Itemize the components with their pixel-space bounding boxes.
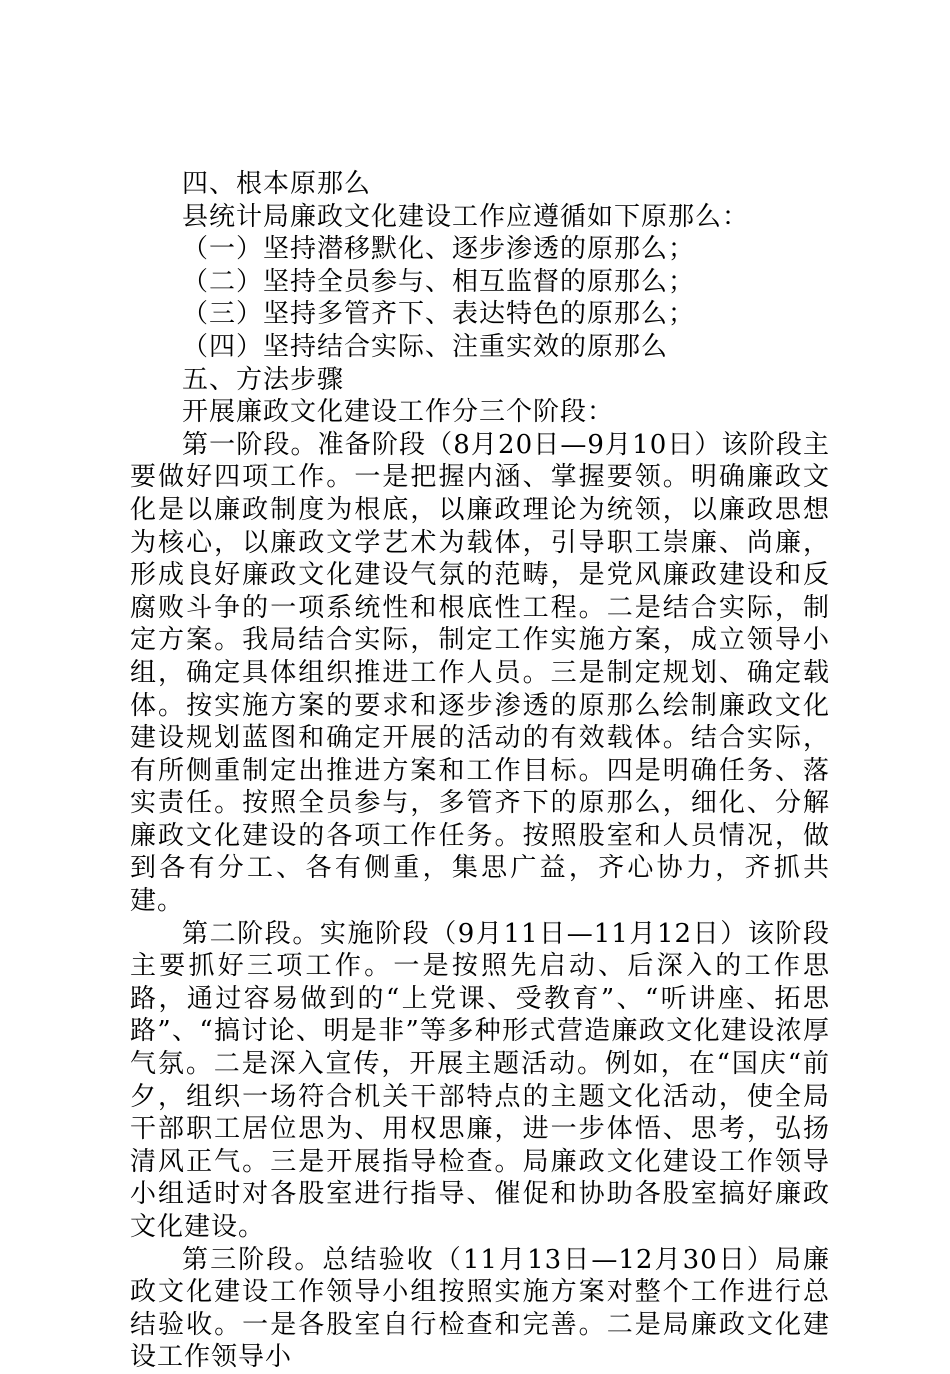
list-item: （二）坚持全员参与、相互监督的原那么； — [182, 266, 696, 297]
paragraph: 开展廉政文化建设工作分三个阶段： — [182, 397, 615, 428]
paragraph-stage-two: 第二阶段。实施阶段（9月11日—11月12日）该阶段主要抓好三项工作。一是按照先启动、后深入的工作思路，通过容易做到的“上党课、受教育”、“听讲座、拓思路”、“搞讨论、明是非”等多种形式营造廉政文化建设浓厚气氛。二是深入宣传，开展主题活动。例如，在“国庆“前夕，组织一场符合机关干部特点的主题文化活动，使全局干部职工居位思为、用权思廉，进一步体悟、思考，弘扬清风正气。三是开展指导检查。局廉政文化建设工作领导小组适时对各股室进行指导、催促和协助各股室搞好廉政文化建设。 — [130, 918, 830, 1242]
document-body — [130, 168, 830, 1374]
list-item: （三）坚持多管齐下、表达特色的原那么； — [182, 299, 696, 330]
section-heading-principles: 四、根本原那么 — [182, 169, 372, 199]
paragraph-stage-one: 第一阶段。准备阶段（8月20日—9月10日）该阶段主要做好四项工作。一是把握内涵、掌握要领。明确廉政文化是以廉政制度为根底，以廉政理论为统领，以廉政思想为核心，以廉政文学艺术为载体，引导职工崇廉、尚廉，形成良好廉政文化建设气氛的范畴，是党风廉政建设和反腐败斗争的一项系统性和根底性工程。二是结合实际，制定方案。我局结合实际，制定工作实施方案，成立领导小组，确定具体组织推进工作人员。三是制定规划、确定载体。按实施方案的要求和逐步渗透的原那么绘制廉政文化建设规划蓝图和确定开展的活动的有效载体。结合实际，有所侧重制定出推进方案和工作目标。四是明确任务、落实责任。按照全员参与，多管齐下的原那么，细化、分解廉政文化建设的各项工作任务。按照股室和人员情况，做到各有分工、各有侧重，集思广益，齐心协力，齐抓共建。 — [130, 429, 830, 917]
list-item: （一）坚持潜移默化、逐步渗透的原那么； — [182, 234, 696, 265]
section-heading-steps: 五、方法步骤 — [182, 364, 345, 395]
paragraph-stage-three: 第三阶段。总结验收（11月13日—12月30日）局廉政文化建设工作领导小组按照实施方案对整个工作进行总结验收。一是各股室自行检查和完善。二是局廉政文化建设工作领导小 — [130, 1244, 830, 1373]
paragraph: 县统计局廉政文化建设工作应遵循如下原那么： — [182, 201, 750, 232]
list-item: （四）坚持结合实际、注重实效的原那么 — [182, 331, 669, 362]
